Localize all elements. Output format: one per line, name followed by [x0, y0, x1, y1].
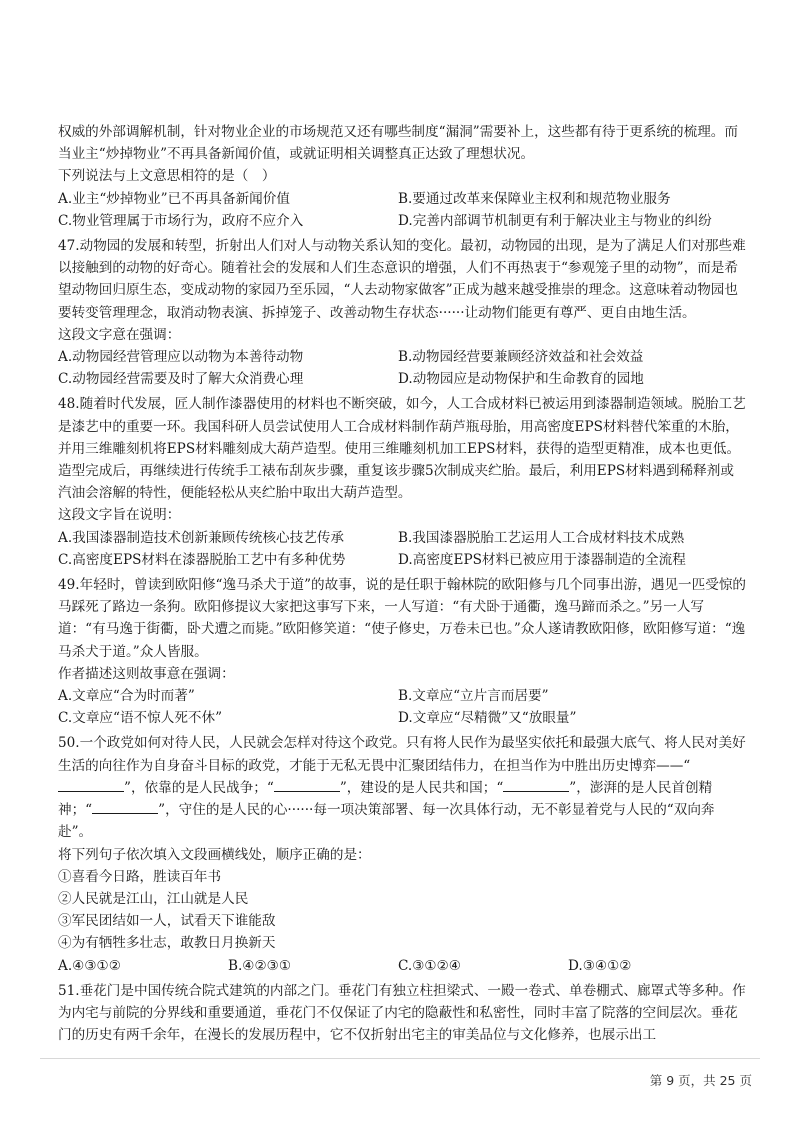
- question-prompt: 将下列句子依次填入文段画横线处，顺序正确的是：: [58, 846, 371, 863]
- option-d[interactable]: D.动物园应是动物保护和生命教育的园地: [398, 371, 644, 388]
- option-c[interactable]: C.动物园经营需要及时了解大众消费心理: [58, 371, 304, 388]
- passage-part: ”，依靠的是人民战争；“: [124, 779, 274, 796]
- sentence-2: ②人民就是江山，江山就是人民: [58, 890, 249, 907]
- fill-blank[interactable]: [274, 777, 340, 792]
- option-a[interactable]: A.业主“炒掉物业”已不再具备新闻价值: [58, 190, 290, 207]
- option-b[interactable]: B.要通过改革来保障业主权利和规范物业服务: [398, 190, 671, 207]
- option-a[interactable]: A.我国漆器制造技术创新兼顾传统核心技艺传承: [58, 529, 345, 546]
- option-d[interactable]: D.文章应“尽精微”又“放眼量”: [398, 710, 577, 727]
- option-d[interactable]: D.高密度EPS材料已被应用于漆器制造的全流程: [398, 551, 686, 568]
- option-c[interactable]: C.③①②④: [398, 957, 461, 974]
- option-c[interactable]: C.物业管理属于市场行为，政府不应介入: [58, 212, 304, 229]
- question-50: [58, 732, 746, 976]
- passage-part: 50.一个政党如何对待人民，人民就会怎样对待这个政党。只有将人民作为最坚实依托和最强大底气、将人民对美好生活的向往作为自身奋斗目标的政党，才能于无私无畏中汇聚团结伟力，在担当作为中胜出历史博弈——“: [58, 735, 746, 774]
- sentence-4: ④为有牺牲多壮志，敢教日月换新天: [58, 935, 276, 952]
- question-49: [58, 574, 746, 729]
- answer-options: [58, 527, 746, 571]
- question-prompt: 这段文字旨在说明：: [58, 507, 181, 524]
- passage-part: ”，建设的是人民共和国；“: [339, 779, 504, 796]
- page-number: 第 9 页，共 25 页: [649, 1073, 752, 1088]
- option-b[interactable]: B.文章应“立片言而居要”: [398, 688, 549, 705]
- question-prompt: 作者描述这则故事意在强调：: [58, 665, 235, 682]
- passage-text: 48.随着时代发展，匠人制作漆器使用的材料也不断突破，如今，人工合成材料已被运用到漆器制造领域。脱胎工艺是漆艺中的重要一环。我国科研人员尝试使用人工合成材料制作葫芦瓶母胎，用高密度EPS材料替代笨重的木胎，并用三维雕刻机将EPS材料雕刻成大葫芦造型。使用三维雕刻机加工EPS材料，获得的造型更精准，成本也更低。造型完成后，再继续进行传统手工裱布刮灰步骤，重复该步骤5次制成夹纻胎。最后，利用EPS材料遇到稀释剂或汽油会溶解的特性，便能轻松从夹纻胎中取出大葫芦造型。: [58, 396, 746, 502]
- option-a[interactable]: A.动物园经营管理应以动物为本善待动物: [58, 349, 304, 366]
- passage-part: ”，澎湃的是人民首创精神；“: [58, 779, 713, 819]
- question-51: [58, 980, 746, 1047]
- answer-options: [58, 188, 746, 232]
- passage-part: ”，守住的是人民的心······每一项决策部署、每一次具体行动，无不彰显着党与人民的“双向奔赴”。: [58, 802, 715, 841]
- sentence-3: ③军民团结如一人，试看天下谁能敌: [58, 913, 276, 930]
- option-c[interactable]: C.文章应“语不惊人死不休”: [58, 710, 223, 727]
- answer-options: [58, 955, 746, 977]
- option-b[interactable]: B.④②③①: [228, 957, 292, 974]
- footer-divider: [40, 1058, 760, 1059]
- passage-text: 49.年轻时，曾读到欧阳修“逸马杀犬于道”的故事，说的是任职于翰林院的欧阳修与几个同事出游，遇见一匹受惊的马踩死了路边一条狗。欧阳修提议大家把这事写下来，一人写道：“有犬卧于通衢，逸马蹄而杀之。”另一人写道：“有马逸于街衢，卧犬遭之而毙。”欧阳修笑道：“使子修史，万卷未已也。”众人遂请教欧阳修，欧阳修写道：“逸马杀犬于道。”众人皆服。: [58, 577, 747, 660]
- fill-blank[interactable]: [58, 777, 124, 792]
- passage-text: 权威的外部调解机制，针对物业企业的市场规范又还有哪些制度“漏洞”需要补上，这些都有待于更系统的梳理。而当业主“炒掉物业”不再具备新闻价值，或就证明相关调整真正达致了理想状况。: [58, 124, 738, 163]
- passage-text: 51.垂花门是中国传统合院式建筑的内部之门。垂花门有独立柱担梁式、一殿一卷式、单卷棚式、廊罩式等多种。作为内宅与前院的分界线和重要通道，垂花门不仅保证了内宅的隐蔽性和私密性，同时丰富了院落的空间层次。垂花门的历史有两千余年，在漫长的发展历程中，它不仅折射出宅主的审美品位与文化修养，也展示出工: [58, 982, 746, 1044]
- question-48: [58, 393, 746, 571]
- passage-text: 47.动物园的发展和转型，折射出人们对人与动物关系认知的变化。最初，动物园的出现，是为了满足人们对那些难以接触到的动物的好奇心。随着社会的发展和人们生态意识的增强，人们不再热衷于“参观笼子里的动物”，而是希望动物回归原生态，变成动物的家园乃至乐园，“人去动物家做客”正成为越来越受推崇的理念。这意味着动物园也要转变管理理念，取消动物表演、拆掉笼子、改善动物生存状态······让动物们能更有尊严、更自由地生活。: [58, 238, 746, 321]
- option-d[interactable]: D.③④①②: [568, 957, 632, 974]
- fill-blank[interactable]: [503, 777, 569, 792]
- question-46: [58, 121, 746, 232]
- answer-options: [58, 685, 746, 729]
- sentence-1: ①喜看今日路，胜读百年书: [58, 868, 222, 885]
- question-prompt: 这段文字意在强调：: [58, 326, 181, 343]
- option-b[interactable]: B.动物园经营要兼顾经济效益和社会效益: [398, 349, 644, 366]
- option-d[interactable]: D.完善内部调节机制更有利于解决业主与物业的纠纷: [398, 212, 712, 229]
- page-content: [58, 121, 746, 1046]
- answer-options: [58, 346, 746, 390]
- question-prompt: 下列说法与上文意思相符的是（ ）: [58, 168, 276, 185]
- option-b[interactable]: B.我国漆器脱胎工艺运用人工合成材料技术成熟: [398, 529, 685, 546]
- passage-text: [58, 732, 746, 843]
- option-c[interactable]: C.高密度EPS材料在漆器脱胎工艺中有多种优势: [58, 551, 346, 568]
- option-a[interactable]: A.④③①②: [58, 957, 121, 974]
- question-47: [58, 235, 746, 390]
- option-a[interactable]: A.文章应“合为时而著”: [58, 688, 195, 705]
- fill-blank[interactable]: [92, 799, 158, 814]
